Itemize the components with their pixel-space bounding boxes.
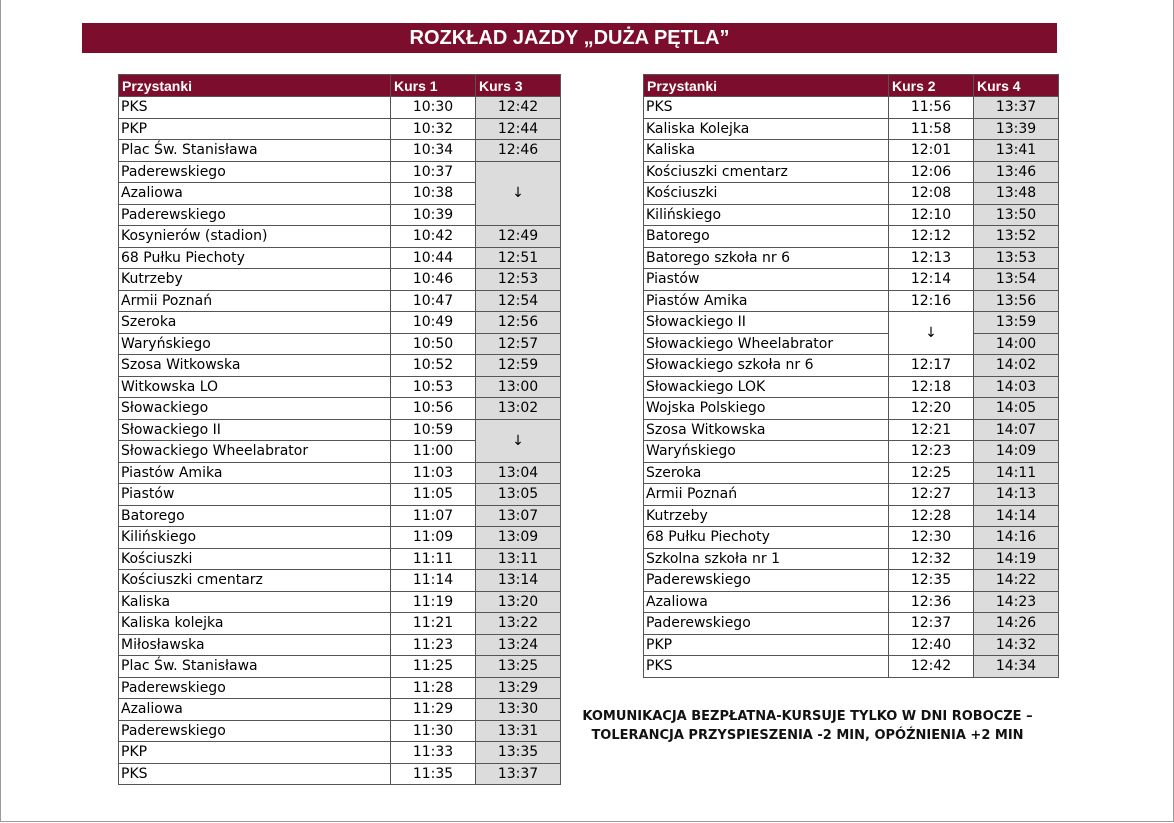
stop-name: PKS	[119, 97, 391, 119]
departure-time: 12:21	[889, 419, 974, 441]
departure-time: 14:32	[974, 634, 1059, 656]
table-row	[119, 247, 561, 269]
stop-name: Batorego	[119, 505, 391, 527]
departure-time: 10:39	[391, 204, 476, 226]
departure-time: 12:17	[889, 355, 974, 377]
departure-time: 12:06	[889, 161, 974, 183]
stop-name: Paderewskiego	[119, 161, 391, 183]
departure-time: 13:59	[974, 312, 1059, 334]
departure-time: 14:05	[974, 398, 1059, 420]
stop-name: Kutrzeby	[119, 269, 391, 291]
table-row	[644, 312, 1059, 334]
departure-time: 12:12	[889, 226, 974, 248]
departure-time: 14:19	[974, 548, 1059, 570]
departure-time: 13:48	[974, 183, 1059, 205]
stop-name: Kaliska	[644, 140, 889, 162]
departure-time: 10:34	[391, 140, 476, 162]
table-row	[644, 570, 1059, 592]
header-course-3: Kurs 3	[476, 75, 561, 97]
table-row	[119, 548, 561, 570]
table-row	[119, 742, 561, 764]
departure-time: 14:11	[974, 462, 1059, 484]
departure-time: 13:37	[476, 763, 561, 785]
stop-name: Waryńskiego	[644, 441, 889, 463]
departure-time: 13:31	[476, 720, 561, 742]
table-row	[119, 720, 561, 742]
table-row	[119, 355, 561, 377]
departure-time: 14:16	[974, 527, 1059, 549]
stop-name: Paderewskiego	[644, 570, 889, 592]
header-stops: Przystanki	[119, 75, 391, 97]
service-note-line-2: TOLERANCJA PRZYSPIESZENIA -2 MIN, OPÓŹNIENIA +2 MIN	[591, 728, 1024, 743]
departure-time: 13:39	[974, 118, 1059, 140]
stop-name: Miłosławska	[119, 634, 391, 656]
table-row	[119, 118, 561, 140]
stop-name: Szosa Witkowska	[119, 355, 391, 377]
departure-time: 13:54	[974, 269, 1059, 291]
departure-time: 11:56	[889, 97, 974, 119]
table-row	[119, 505, 561, 527]
stop-name: Słowackiego Wheelabrator	[119, 441, 391, 463]
stop-name: PKP	[644, 634, 889, 656]
departure-time: 11:14	[391, 570, 476, 592]
stop-name: Kościuszki cmentarz	[644, 161, 889, 183]
departure-time: 14:03	[974, 376, 1059, 398]
table-row	[644, 656, 1059, 678]
stop-name: Paderewskiego	[119, 204, 391, 226]
departure-time: 12:42	[889, 656, 974, 678]
departure-time: 10:38	[391, 183, 476, 205]
table-row	[644, 355, 1059, 377]
table-header-row	[644, 75, 1059, 97]
departure-time: 13:09	[476, 527, 561, 549]
right-timetable	[643, 74, 1059, 678]
table-row	[119, 570, 561, 592]
header-course-2: Kurs 2	[889, 75, 974, 97]
departure-time: 13:11	[476, 548, 561, 570]
stop-name: Kaliska	[119, 591, 391, 613]
departure-time: 12:57	[476, 333, 561, 355]
departure-time: 13:00	[476, 376, 561, 398]
stop-name: Batorego szkoła nr 6	[644, 247, 889, 269]
table-row	[119, 462, 561, 484]
table-row	[644, 634, 1059, 656]
stop-name: Kosynierów (stadion)	[119, 226, 391, 248]
table-row	[644, 269, 1059, 291]
departure-time: 13:02	[476, 398, 561, 420]
departure-time: 11:29	[391, 699, 476, 721]
table-row	[644, 204, 1059, 226]
departure-time: 10:44	[391, 247, 476, 269]
stop-name: 68 Pułku Piechoty	[119, 247, 391, 269]
stop-name: Kutrzeby	[644, 505, 889, 527]
stop-name: Słowackiego II	[644, 312, 889, 334]
table-row	[644, 161, 1059, 183]
stop-name: PKP	[119, 118, 391, 140]
table-row	[644, 613, 1059, 635]
departure-time: 12:53	[476, 269, 561, 291]
table-row	[119, 656, 561, 678]
departure-time: 12:27	[889, 484, 974, 506]
stop-name: Armii Poznań	[119, 290, 391, 312]
departure-time: 11:05	[391, 484, 476, 506]
departure-time: 14:02	[974, 355, 1059, 377]
departure-time: 10:46	[391, 269, 476, 291]
stop-name: Kaliska kolejka	[119, 613, 391, 635]
departure-time: 12:30	[889, 527, 974, 549]
departure-time: 11:30	[391, 720, 476, 742]
table-row	[119, 269, 561, 291]
departure-time: 12:36	[889, 591, 974, 613]
departure-time: 13:52	[974, 226, 1059, 248]
page-title: ROZKŁAD JAZDY „DUŻA PĘTLA”	[82, 23, 1057, 53]
table-row	[119, 699, 561, 721]
departure-time: 13:41	[974, 140, 1059, 162]
departure-time: 11:03	[391, 462, 476, 484]
table-row	[644, 247, 1059, 269]
stop-name: Batorego	[644, 226, 889, 248]
departure-time: 10:59	[391, 419, 476, 441]
table-row	[119, 290, 561, 312]
table-row	[119, 677, 561, 699]
table-row	[644, 484, 1059, 506]
table-row	[119, 140, 561, 162]
stop-name: Piastów Amika	[119, 462, 391, 484]
table-row	[644, 226, 1059, 248]
stop-name: Paderewskiego	[644, 613, 889, 635]
departure-time: 12:32	[889, 548, 974, 570]
stop-name: Waryńskiego	[119, 333, 391, 355]
departure-time: 12:54	[476, 290, 561, 312]
table-row	[119, 226, 561, 248]
header-stops: Przystanki	[644, 75, 889, 97]
departure-time: 12:13	[889, 247, 974, 269]
departure-time: 13:20	[476, 591, 561, 613]
table-row	[644, 548, 1059, 570]
table-row	[119, 312, 561, 334]
departure-time: 11:09	[391, 527, 476, 549]
service-note-line-1: KOMUNIKACJA BEZPŁATNA-KURSUJE TYLKO W DNI ROBOCZE –	[582, 709, 1033, 724]
departure-time: 11:25	[391, 656, 476, 678]
departure-time: 11:00	[391, 441, 476, 463]
table-row	[119, 398, 561, 420]
departure-time: 12:08	[889, 183, 974, 205]
header-course-1: Kurs 1	[391, 75, 476, 97]
departure-time: 12:01	[889, 140, 974, 162]
departure-time: 13:50	[974, 204, 1059, 226]
departure-time: 10:30	[391, 97, 476, 119]
stop-name: Kilińskiego	[644, 204, 889, 226]
departure-time: 13:07	[476, 505, 561, 527]
departure-time: 10:32	[391, 118, 476, 140]
stop-name: Witkowska LO	[119, 376, 391, 398]
stop-name: Słowackiego II	[119, 419, 391, 441]
table-header-row	[119, 75, 561, 97]
stop-name: Kościuszki	[644, 183, 889, 205]
departure-time: 10:53	[391, 376, 476, 398]
table-row	[644, 527, 1059, 549]
stop-name: Azaliowa	[119, 183, 391, 205]
table-row	[644, 419, 1059, 441]
departure-time: 10:52	[391, 355, 476, 377]
departure-time: 12:37	[889, 613, 974, 635]
table-row	[119, 484, 561, 506]
departure-time: 14:22	[974, 570, 1059, 592]
departure-time: 13:37	[974, 97, 1059, 119]
departure-time: 11:23	[391, 634, 476, 656]
departure-time: 13:35	[476, 742, 561, 764]
header-course-4: Kurs 4	[974, 75, 1059, 97]
departure-time: 10:50	[391, 333, 476, 355]
departure-time: 12:18	[889, 376, 974, 398]
stop-name: PKS	[644, 97, 889, 119]
stop-name: Słowackiego	[119, 398, 391, 420]
departure-time: 12:56	[476, 312, 561, 334]
stop-name: Słowackiego LOK	[644, 376, 889, 398]
departure-time: 12:44	[476, 118, 561, 140]
stop-name: Piastów Amika	[644, 290, 889, 312]
table-row	[644, 140, 1059, 162]
departure-time: 13:05	[476, 484, 561, 506]
departure-time: 14:26	[974, 613, 1059, 635]
departure-time: 12:23	[889, 441, 974, 463]
departure-time: 12:40	[889, 634, 974, 656]
departure-time: 12:49	[476, 226, 561, 248]
stop-name: Wojska Polskiego	[644, 398, 889, 420]
table-row	[644, 441, 1059, 463]
table-row	[644, 333, 1059, 355]
skip-arrow-icon: ↓	[476, 161, 561, 226]
table-row	[119, 97, 561, 119]
skip-arrow-icon: ↓	[889, 312, 974, 355]
service-note	[580, 707, 1035, 745]
departure-time: 10:49	[391, 312, 476, 334]
departure-time: 12:51	[476, 247, 561, 269]
stop-name: 68 Pułku Piechoty	[644, 527, 889, 549]
stop-name: Słowackiego Wheelabrator	[644, 333, 889, 355]
table-row	[119, 613, 561, 635]
departure-time: 12:16	[889, 290, 974, 312]
departure-time: 13:24	[476, 634, 561, 656]
stop-name: Azaliowa	[644, 591, 889, 613]
departure-time: 13:29	[476, 677, 561, 699]
departure-time: 14:23	[974, 591, 1059, 613]
departure-time: 10:47	[391, 290, 476, 312]
table-row	[119, 763, 561, 785]
table-row	[119, 376, 561, 398]
departure-time: 13:22	[476, 613, 561, 635]
departure-time: 14:34	[974, 656, 1059, 678]
stop-name: Kilińskiego	[119, 527, 391, 549]
table-row	[119, 333, 561, 355]
skip-arrow-icon: ↓	[476, 419, 561, 462]
stop-name: PKS	[119, 763, 391, 785]
departure-time: 11:19	[391, 591, 476, 613]
departure-time: 12:59	[476, 355, 561, 377]
departure-time: 14:14	[974, 505, 1059, 527]
departure-time: 11:35	[391, 763, 476, 785]
departure-time: 11:58	[889, 118, 974, 140]
departure-time: 13:53	[974, 247, 1059, 269]
stop-name: Kościuszki cmentarz	[119, 570, 391, 592]
departure-time: 11:28	[391, 677, 476, 699]
table-row	[644, 591, 1059, 613]
departure-time: 14:00	[974, 333, 1059, 355]
stop-name: Kościuszki	[119, 548, 391, 570]
departure-time: 14:13	[974, 484, 1059, 506]
stop-name: PKS	[644, 656, 889, 678]
stop-name: Piastów	[119, 484, 391, 506]
stop-name: Piastów	[644, 269, 889, 291]
departure-time: 13:04	[476, 462, 561, 484]
stop-name: Szeroka	[644, 462, 889, 484]
table-row	[119, 527, 561, 549]
left-timetable	[118, 74, 561, 785]
departure-time: 11:21	[391, 613, 476, 635]
table-row	[644, 398, 1059, 420]
departure-time: 13:30	[476, 699, 561, 721]
departure-time: 10:37	[391, 161, 476, 183]
departure-time: 13:46	[974, 161, 1059, 183]
table-row	[644, 183, 1059, 205]
stop-name: Plac Św. Stanisława	[119, 140, 391, 162]
stop-name: Paderewskiego	[119, 677, 391, 699]
table-row	[644, 118, 1059, 140]
stop-name: Kaliska Kolejka	[644, 118, 889, 140]
departure-time: 13:56	[974, 290, 1059, 312]
stop-name: Paderewskiego	[119, 720, 391, 742]
table-row	[644, 505, 1059, 527]
departure-time: 13:25	[476, 656, 561, 678]
stop-name: PKP	[119, 742, 391, 764]
departure-time: 12:25	[889, 462, 974, 484]
stop-name: Szosa Witkowska	[644, 419, 889, 441]
stop-name: Szeroka	[119, 312, 391, 334]
departure-time: 11:33	[391, 742, 476, 764]
stop-name: Słowackiego szkoła nr 6	[644, 355, 889, 377]
departure-time: 14:09	[974, 441, 1059, 463]
table-row	[644, 290, 1059, 312]
table-row	[119, 161, 561, 183]
departure-time: 10:56	[391, 398, 476, 420]
table-row	[644, 97, 1059, 119]
departure-time: 10:42	[391, 226, 476, 248]
departure-time: 11:11	[391, 548, 476, 570]
departure-time: 12:14	[889, 269, 974, 291]
departure-time: 12:46	[476, 140, 561, 162]
table-row	[119, 634, 561, 656]
departure-time: 12:42	[476, 97, 561, 119]
table-row	[119, 591, 561, 613]
stop-name: Szkolna szkoła nr 1	[644, 548, 889, 570]
departure-time: 14:07	[974, 419, 1059, 441]
departure-time: 12:35	[889, 570, 974, 592]
stop-name: Azaliowa	[119, 699, 391, 721]
departure-time: 12:20	[889, 398, 974, 420]
table-row	[119, 419, 561, 441]
departure-time: 13:14	[476, 570, 561, 592]
stop-name: Plac Św. Stanisława	[119, 656, 391, 678]
stop-name: Armii Poznań	[644, 484, 889, 506]
table-row	[644, 376, 1059, 398]
departure-time: 11:07	[391, 505, 476, 527]
table-row	[644, 462, 1059, 484]
departure-time: 12:10	[889, 204, 974, 226]
departure-time: 12:28	[889, 505, 974, 527]
